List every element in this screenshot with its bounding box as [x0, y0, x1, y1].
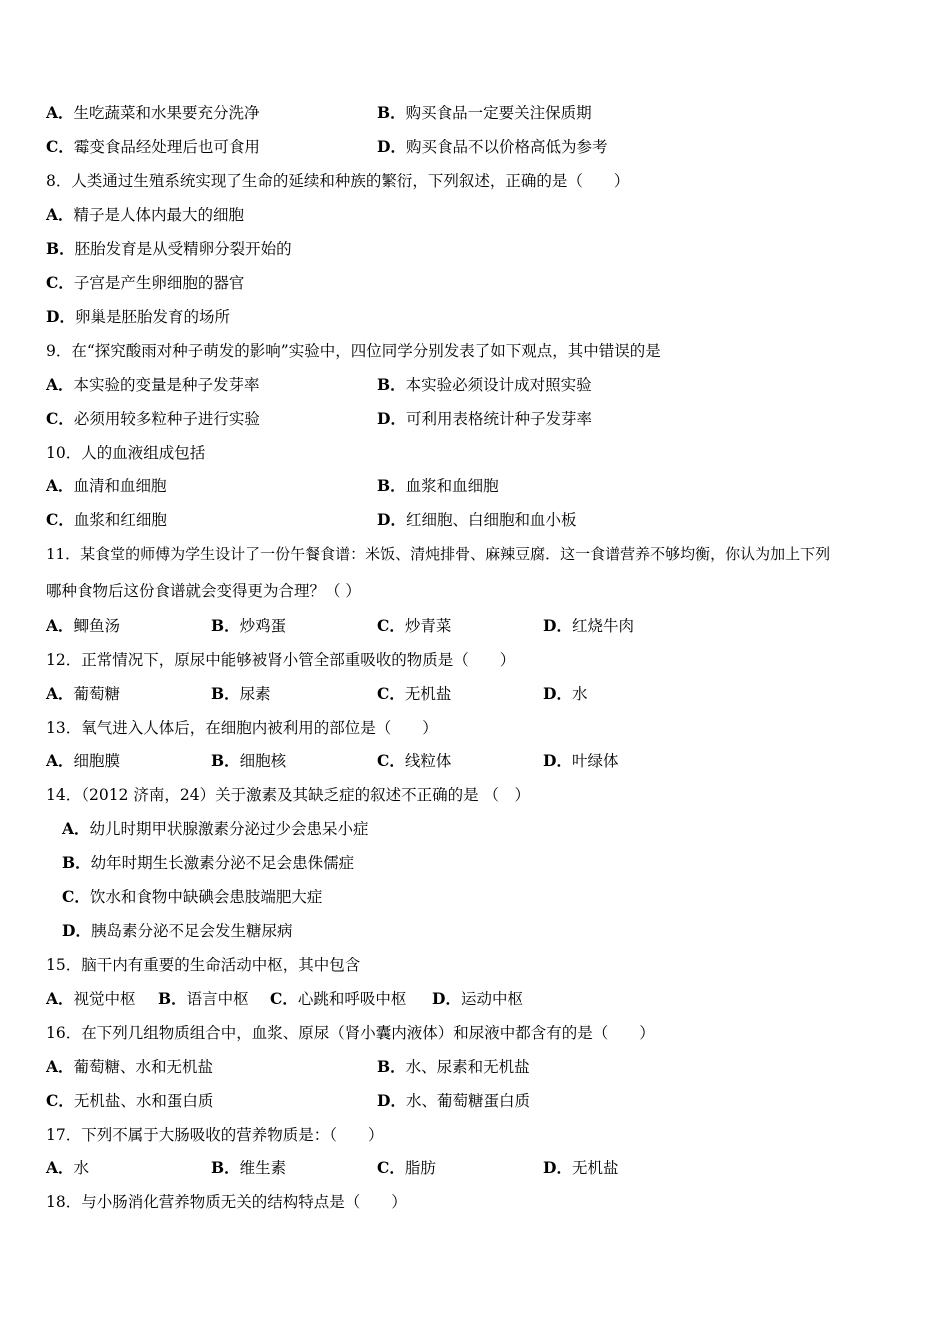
q14-option-c: C．饮水和食物中缺碘会患肢端肥大症 — [62, 887, 323, 906]
q13-option-b: B．细胞核 — [211, 751, 287, 770]
q16-option-b: B．水、尿素和无机盐 — [377, 1057, 530, 1076]
q8-option-b: B．胚胎发育是从受精卵分裂开始的 — [46, 239, 292, 258]
q10-stem: 10．人的血液组成包括 — [46, 444, 206, 462]
q9-option-c: C．必须用较多粒种子进行实验 — [46, 409, 260, 428]
q17-stem: 17．下列不属于大肠吸收的营养物质是：（ ） — [46, 1126, 384, 1144]
q15-stem: 15．脑干内有重要的生命活动中枢，其中包含 — [46, 956, 361, 974]
q15-option-b: B．语言中枢 — [158, 989, 249, 1008]
q7-option-a: A．生吃蔬菜和水果要充分洗净 — [46, 103, 260, 122]
q11-stem-line1: 11．某食堂的师傅为学生设计了一份午餐食谱：米饭、清炖排骨、麻辣豆腐．这一食谱营养不够均衡，你认为加上下列 — [46, 545, 831, 563]
q8-option-a: A．精子是人体内最大的细胞 — [46, 205, 245, 224]
q14-option-b: B．幼年时期生长激素分泌不足会患侏儒症 — [62, 853, 355, 872]
q18-stem: 18．与小肠消化营养物质无关的结构特点是（ ） — [46, 1193, 407, 1211]
q9-option-b: B．本实验必须设计成对照实验 — [377, 375, 592, 394]
q9-option-d: D．可利用表格统计种子发芽率 — [377, 409, 592, 428]
q12-stem: 12．正常情况下，原尿中能够被肾小管全部重吸收的物质是（ ） — [46, 651, 516, 669]
q15-option-d: D．运动中枢 — [432, 989, 523, 1008]
q11-option-a: A．鲫鱼汤 — [46, 616, 121, 635]
q15-option-c: C．心跳和呼吸中枢 — [270, 989, 407, 1008]
q16-option-c: C．无机盐、水和蛋白质 — [46, 1091, 214, 1110]
q11-option-d: D．红烧牛肉 — [543, 616, 634, 635]
q14-option-a: A．幼儿时期甲状腺激素分泌过少会患呆小症 — [62, 819, 369, 838]
q16-option-d: D．水、葡萄糖蛋白质 — [377, 1091, 530, 1110]
q9-stem: 9．在“探究酸雨对种子萌发的影响”实验中，四位同学分别发表了如下观点，其中错误的是 — [46, 342, 661, 360]
q10-option-a: A．血清和血细胞 — [46, 476, 167, 495]
q16-stem: 16．在下列几组物质组合中，血浆、原尿（肾小囊内液体）和尿液中都含有的是（ ） — [46, 1024, 655, 1042]
q9-option-a: A．本实验的变量是种子发芽率 — [46, 375, 260, 394]
q14-option-d: D．胰岛素分泌不足会发生糖尿病 — [62, 921, 293, 940]
q11-option-c: C．炒青菜 — [377, 616, 452, 635]
q13-option-c: C．线粒体 — [377, 751, 452, 770]
q7-option-d: D．购买食品不以价格高低为参考 — [377, 137, 608, 156]
q7-option-b: B．购买食品一定要关注保质期 — [377, 103, 592, 122]
q17-option-d: D．无机盐 — [543, 1158, 619, 1177]
q12-option-d: D．水 — [543, 684, 588, 703]
q10-option-d: D．红细胞、白细胞和血小板 — [377, 510, 577, 529]
q14-stem: 14．（2012 济南，24）关于激素及其缺乏症的叙述不正确的是 （ ） — [46, 786, 530, 804]
q8-option-d: D．卵巢是胚胎发育的场所 — [46, 307, 230, 326]
q8-stem: 8．人类通过生殖系统实现了生命的延续和种族的繁衍，下列叙述，正确的是（ ） — [46, 172, 630, 190]
q11-stem-line2: 哪种食物后这份食谱就会变得更为合理？（ ） — [46, 582, 361, 600]
q17-option-b: B．维生素 — [211, 1158, 287, 1177]
q13-option-d: D．叶绿体 — [543, 751, 619, 770]
q10-option-c: C．血浆和红细胞 — [46, 510, 167, 529]
q11-option-b: B．炒鸡蛋 — [211, 616, 287, 635]
q8-option-c: C．子宫是产生卵细胞的器官 — [46, 273, 245, 292]
q17-option-a: A．水 — [46, 1158, 90, 1177]
q12-option-c: C．无机盐 — [377, 684, 452, 703]
q12-option-b: B．尿素 — [211, 684, 271, 703]
q13-option-a: A．细胞膜 — [46, 751, 121, 770]
q17-option-c: C．脂肪 — [377, 1158, 436, 1177]
q16-option-a: A．葡萄糖、水和无机盐 — [46, 1057, 214, 1076]
q12-option-a: A．葡萄糖 — [46, 684, 121, 703]
q7-option-c: C．霉变食品经处理后也可食用 — [46, 137, 260, 156]
q10-option-b: B．血浆和血细胞 — [377, 476, 499, 495]
q13-stem: 13．氧气进入人体后，在细胞内被利用的部位是（ ） — [46, 719, 438, 737]
q15-option-a: A．视觉中枢 — [46, 989, 136, 1008]
